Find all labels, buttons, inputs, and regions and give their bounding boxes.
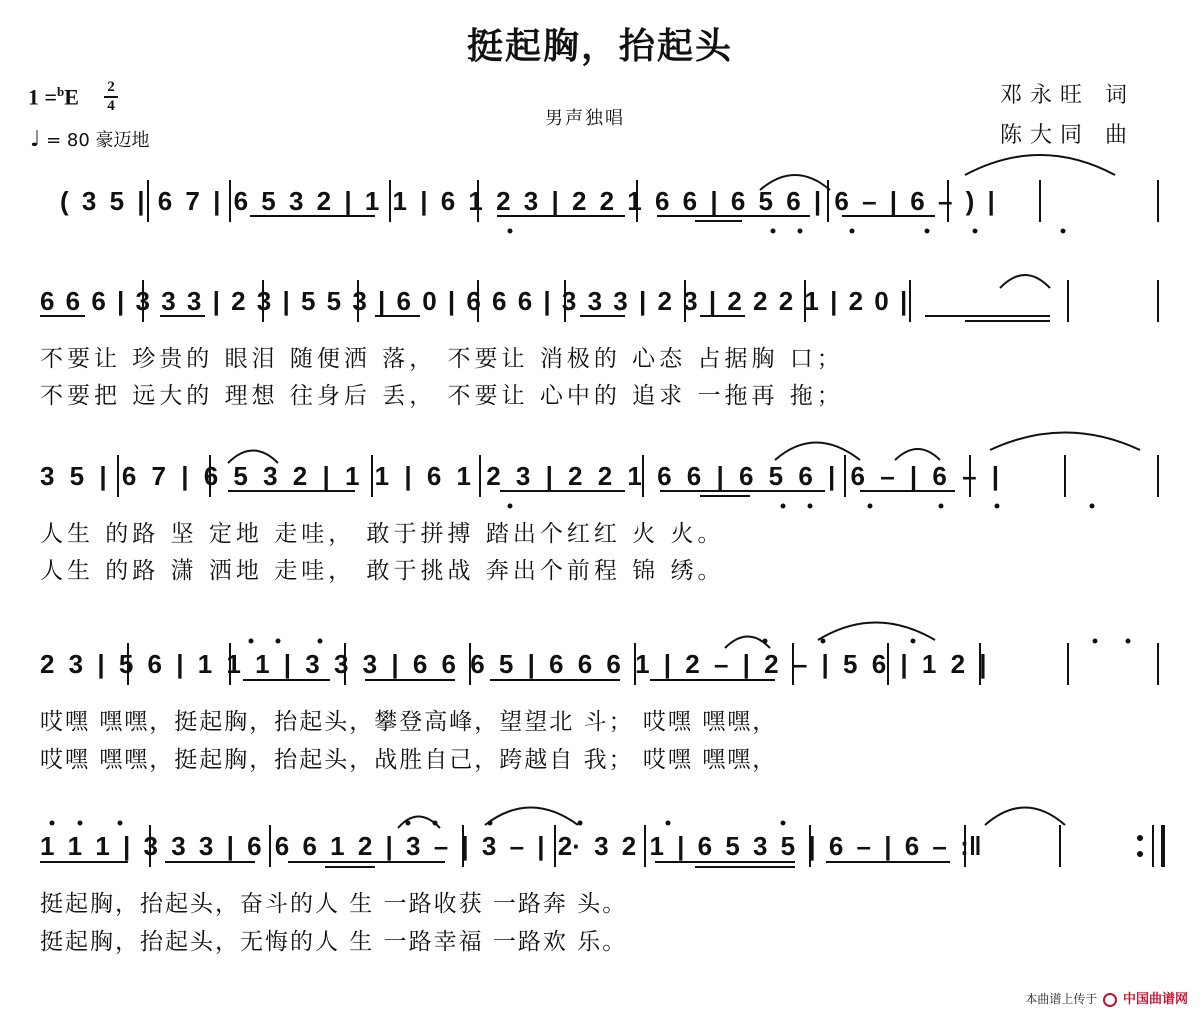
flat-sign: b bbox=[57, 84, 65, 99]
site-name-link[interactable]: 中国曲谱网 bbox=[1122, 992, 1188, 1007]
key-prefix: 1 = bbox=[28, 84, 58, 110]
lyrics-line-4-verse-2: 哎嘿 嘿嘿，挺起胸，抬起头，战胜自己，跨越自 我； 哎嘿 嘿嘿， bbox=[40, 747, 778, 773]
song-title: 挺起胸，抬起头 bbox=[466, 26, 733, 67]
notation-line-4: 2 3 | 5 6 | 1 1 1 | 3 3 3 | 6 6 6 5 | 6 6 6 1 | 2 – | 2 – | 5 6 | 1 2 | bbox=[40, 649, 987, 679]
key-note: E bbox=[64, 84, 79, 110]
quarter-note-icon: ♩ bbox=[30, 127, 41, 152]
composer-credit: 陈大同 曲 bbox=[1000, 123, 1135, 148]
time-signature-top: 2 bbox=[107, 79, 115, 95]
lyrics-line-2-verse-2: 不要把 远大的 理想 往身后 丢， 不要让 心中的 追求 一拖再 拖； bbox=[40, 383, 844, 409]
lyrics-line-5-verse-2: 挺起胸，抬起头，无悔的人 生 一路幸福 一路欢 乐。 bbox=[40, 929, 628, 955]
notation-line-5: 1 1 1 | 3 3 3 | 6 6 6 1 2 | 3 – | 3 – | 2· 3 2 1 | 6 5 3 5 | 6 – | 6 – :‖ bbox=[40, 831, 982, 861]
notation-line-1: ( 3 5 | 6 7 | 6 5 3 2 | 1 1 | 6 1 2 3 | 2 2 1 6 6 | 6 5 6 | 6 – | 6 – ) | bbox=[60, 186, 995, 216]
lyrics-line-4-verse-1: 哎嘿 嘿嘿，挺起胸，抬起头，攀登高峰，望望北 斗； 哎嘿 嘿嘿， bbox=[40, 709, 778, 735]
time-signature-bottom: 4 bbox=[107, 98, 115, 114]
notation-line-3: 3 5 | 6 7 | 6 5 3 2 | 1 1 | 6 1 2 3 | 2 2 1 6 6 | 6 5 6 | 6 – | 6 – | bbox=[40, 461, 1000, 491]
tempo-text: = 80 豪迈地 bbox=[46, 130, 150, 151]
upload-text: 本曲谱上传于 bbox=[1025, 992, 1098, 1006]
lyrics-line-3-verse-2: 人生 的路 潇 洒地 走哇， 敢于挑战 奔出个前程 锦 绣。 bbox=[40, 558, 725, 584]
lyrics-line-5-verse-1: 挺起胸，抬起头，奋斗的人 生 一路收获 一路奔 头。 bbox=[40, 891, 628, 917]
lyrics-line-2-verse-1: 不要让 珍贵的 眼泪 随便洒 落， 不要让 消极的 心态 占据胸 口； bbox=[40, 346, 844, 372]
upload-footer bbox=[1025, 988, 1188, 1007]
lyricist-credit: 邓永旺 词 bbox=[1000, 83, 1135, 108]
lyrics-line-3-verse-1: 人生 的路 坚 定地 走哇， 敢于拼搏 踏出个红红 火 火。 bbox=[40, 521, 725, 547]
site-logo-icon bbox=[1103, 993, 1117, 1007]
notation-line-2: 6 6 6 | 3 3 3 | 2 3 | 5 5 3 | 6 0 | 6 6 6 | 3 3 3 | 2 3 | 2 2 2 1 | 2 0 | bbox=[40, 286, 908, 316]
performance-note: 男声独唱 bbox=[545, 108, 625, 129]
